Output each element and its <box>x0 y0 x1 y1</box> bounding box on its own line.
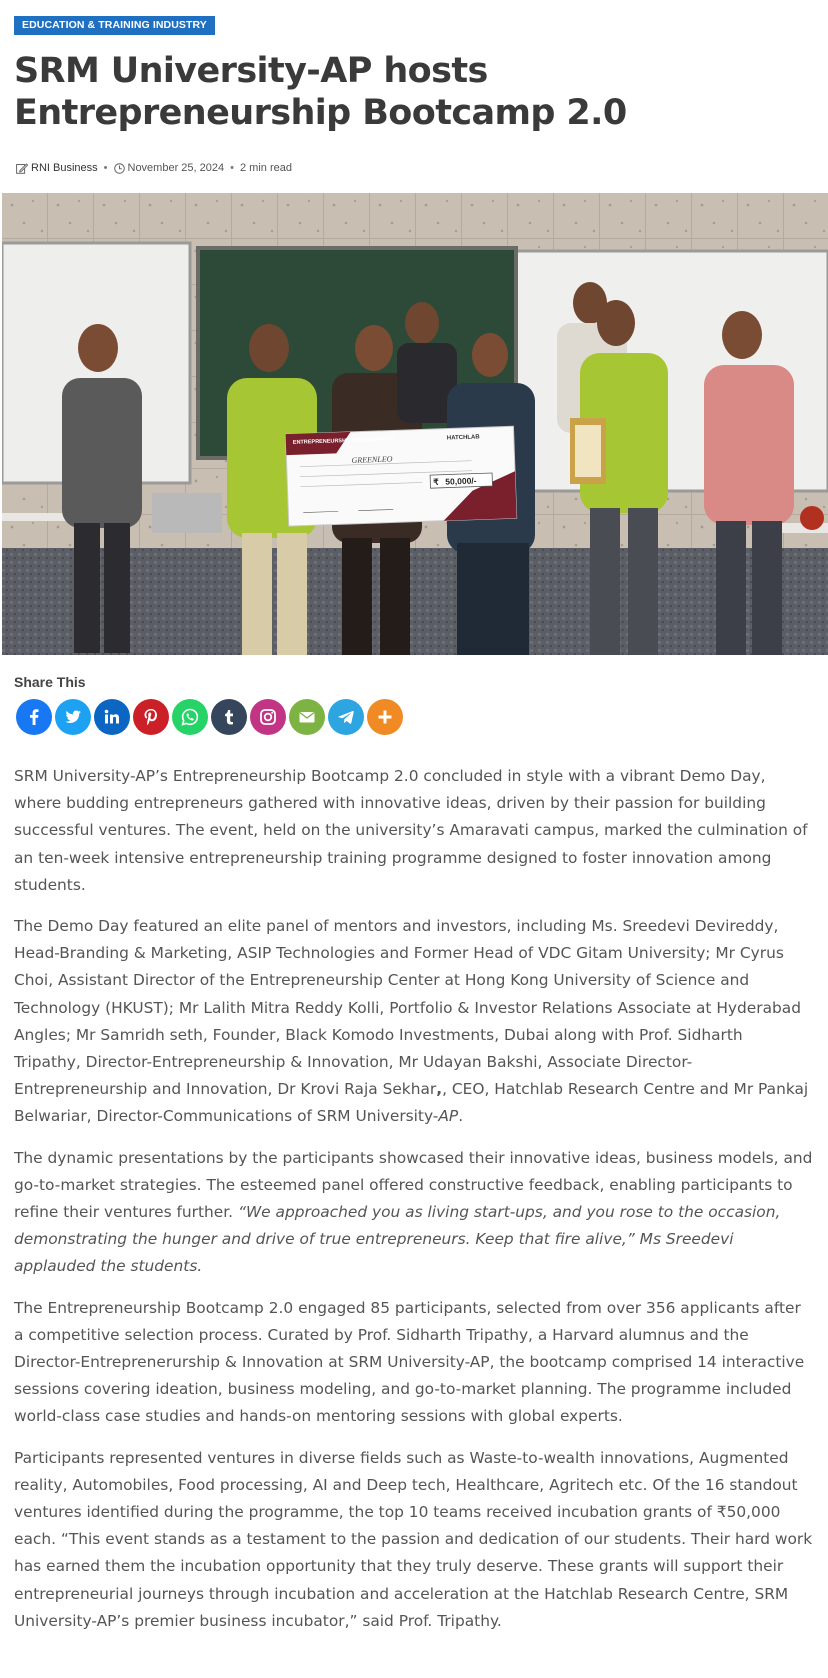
article-body <box>14 763 814 1649</box>
check-amount-text: 50,000/- <box>445 475 477 487</box>
hero-photo <box>2 193 828 655</box>
instagram-share-button[interactable] <box>250 699 286 735</box>
article-headline: SRM University-AP hosts Entrepreneurship Bootcamp 2.0 <box>14 51 627 133</box>
article-paragraph-5: Participants represented ventures in diverse fields such as Waste-to-wealth innovations, Augmented reality, Automobiles, Food processing, AI and Deep tech, Healthcare, Agritech etc. Of the 16 standout ventures identified during the programme, the top 10 teams received incubation grants of ₹50,000 each. “This event stands as a testament to the passion and dedication of our students. Their hard work has earned them the incubation opportunity that they truly deserve. These grants will support their entrepreneurial journeys through incubation and acceleration at the Hatchlab Research Centre, SRM University-AP’s premier business incubator,” said Prof. Tripathy. <box>14 1448 813 1630</box>
article-paragraph-2: The Demo Day featured an elite panel of mentors and investors, including Ms. Sreedevi Devireddy, Head-Branding & Marketing, ASIP Technologies and Former Head of VDC Gitam University; Mr Cyrus Choi, Assistant Director of the Entrepreneurship Center at Hong Kong University of Science and Technology (HKUST); Mr Lalith Mitra Reddy Kolli, Portfolio & Investor Relations Associate at Hyderabad Angles; Mr Samridh seth, Founder, Black Komodo Investments, Dubai along with Prof. Sidharth Tripathy, Director-Entrepreneurship & Innovation, Mr Udayan Bakshi, Associate Director-Entrepreneurship and Innovation, Dr Krovi Raja Sekhar,, CEO, Hatchlab Research Centre and Mr Pankaj Belwariar, Director-Communications of SRM University-AP. <box>14 917 809 1126</box>
article-paragraph-3: The dynamic presentations by the participants showcased their innovative ideas, business models, and go-to-market strategies. The esteemed panel offered constructive feedback, enabling participants to refine their ventures further. “We approached you as living start-ups, and you rose to the occasion, demonstrating the hunger and drive of true entrepreneurs. Keep that fire alive,” Ms Sreedevi applauded the students. <box>14 1148 813 1276</box>
whatsapp-icon <box>180 707 200 727</box>
svg-text:₹: ₹ <box>433 476 439 488</box>
plus-icon <box>375 707 395 727</box>
linkedin-share-button[interactable] <box>94 699 130 735</box>
publish-date[interactable]: November 25, 2024 <box>127 162 225 174</box>
quote-sreedevi: “We approached you as living start-ups, and you rose to the occasion, demonstrating the hunger and drive of true entrepreneurs. Keep that fire alive,” Ms Sreedevi applauded the students. <box>14 1203 781 1276</box>
read-time: 2 min read <box>239 162 292 174</box>
check-logo-text: HATCHLAB <box>446 434 480 442</box>
email-share-button[interactable] <box>289 699 325 735</box>
telegram-icon <box>336 707 356 727</box>
facebook-icon <box>24 707 44 727</box>
author-link[interactable]: RNI Business <box>31 162 98 174</box>
email-icon <box>297 707 317 727</box>
facebook-share-button[interactable] <box>16 699 52 735</box>
whatsapp-share-button[interactable] <box>172 699 208 735</box>
share-title: Share This <box>14 674 86 690</box>
more-share-button[interactable] <box>367 699 403 735</box>
twitter-icon <box>63 707 83 727</box>
check-header-text: ENTREPRENEURSHIP BOOTCAMP 2.0 <box>292 436 394 446</box>
tumblr-icon <box>219 707 239 727</box>
meta-separator: • <box>230 162 234 174</box>
meta-separator: • <box>103 162 108 174</box>
article-meta <box>16 162 292 174</box>
category-badge[interactable]: EDUCATION & TRAINING INDUSTRY <box>14 16 215 35</box>
tumblr-share-button[interactable] <box>211 699 247 735</box>
edit-pen-icon <box>16 163 28 174</box>
check-payee-text: GREENLEO <box>351 454 393 465</box>
comma-bold: , <box>436 1080 443 1099</box>
share-buttons <box>16 699 403 735</box>
pinterest-share-button[interactable] <box>133 699 169 735</box>
article-paragraph-4: The Entrepreneurship Bootcamp 2.0 engaged 85 participants, selected from over 356 applicants after a competitive selection process. Curated by Prof. Sidharth Tripathy, a Harvard alumnus and the Director-Entreprenerurship & Innovation at SRM University-AP, the bootcamp comprised 14 interactive sessions covering ideation, business modeling, and go-to-market planning. The programme included world-class case studies and hands-on mentoring sessions with global experts. <box>14 1298 805 1426</box>
telegram-share-button[interactable] <box>328 699 364 735</box>
article-paragraph-1: SRM University-AP’s Entrepreneurship Bootcamp 2.0 concluded in style with a vibrant Demo Day, where budding entrepreneurs gathered with innovative ideas, driven by their passion for building successful ventures. The event, held on the university’s Amaravati campus, marked the culmination of an ten-week intensive entrepreneurship training programme designed to foster innovation among students. <box>14 767 808 894</box>
clock-icon <box>114 163 125 174</box>
pinterest-icon <box>141 707 161 727</box>
twitter-share-button[interactable] <box>55 699 91 735</box>
linkedin-icon <box>102 707 122 727</box>
instagram-icon <box>258 707 278 727</box>
